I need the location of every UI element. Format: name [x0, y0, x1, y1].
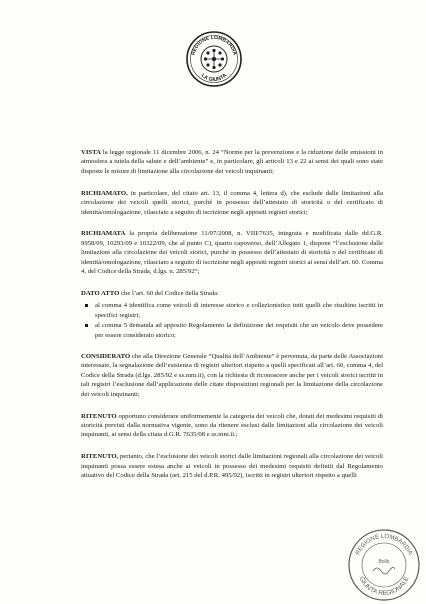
paragraph-dato-atto: DATO ATTO che l’art. 60 del Codice della Strada: [81, 289, 219, 297]
dato-atto-list [81, 301, 383, 340]
paragraph-ritenuto-opportuno: RITENUTO opportuno considerare uniformemente la categoria dei veicoli che, dotati dei medesimi requisiti di storicità previsti dalla normativa vigente, sono da ritenere esclusi dalle limitazioni alla circolazione dei veicoli inquinanti, ai sensi della citata d.G.R. 7635/08 e ss.mm.ii.; [81, 412, 383, 439]
svg-text:GIUNTA REGIONALE [358, 575, 411, 597]
rosa-camuna-icon [204, 49, 224, 69]
stamp-bottom-text: GIUNTA REGIONALE [357, 575, 411, 598]
paragraph-ritenuto-pertanto: RITENUTO, pertanto, che l’esclusione dei veicoli storici dalle limitazioni regionali alla circolazione dei veicoli inquinanti possa essere estesa anche ai veicoli in possesso dei medesimi requisiti definiti dal Regolamento attuativo del Codice della Strada (art. 215 del d.P.R. 495/92), iscritti in registri ulteriori rispetto a quelli [81, 453, 383, 480]
svg-text:LA GIUNTA [200, 73, 228, 84]
list-item: al comma 4 identifica come veicoli di interesse storico e collezionistico tutti quelli che risultino iscritti in specifici registri; [95, 302, 383, 319]
giunta-regionale-stamp [345, 525, 423, 603]
svg-text:REGIONE LOMBARDIA [355, 534, 413, 556]
paragraph-richiamata: RICHIAMATA la propria deliberazione 11/07/2008, n. VIII/7635, integrata e modificata dalle dd.G.R. 9958/09, 10293/09 e 10322/09, che al punto C), quarto capoverso, dell’Allegato 1, dispone “l’esclusione dalle limitazioni alla circolazione dei veicoli storici, purché in possesso dell’attestato di storicità o del certificato di identità/omologazione, rilasciato a seguito di iscrizione negli appositi registri storici ai sensi dell’art. 60. Comma 4, del Codice della Strada, d.lgs. n. 285/92”; [81, 230, 383, 276]
paragraph-considerato: CONSIDERATO che alla Direzione Generale “Qualità dell’Ambiente” è pervenuta, da parte delle Associazioni interessate, la segnalazione dell’esistenza di registri ulteriori rispetto a quelli specificati all’art. 60, comma 4, del Codice della Strada (d.lgs. 285/92 e ss.mm.ii), con la richiesta di riconoscere anche per i veicoli storici iscritti in tali registri l’esclusione dall’applicazione delle citate disposizioni regionali per la limitazione della circolazione dei veicoli inquinanti; [81, 353, 383, 398]
paragraph-richiamato: RICHIAMATO, in particolare, del citato art. 13, il comma 4, lettera d), che esclude dalle limitazioni alla circolazione dei veicoli quelli storici, purché in possesso dell’attestato di storicità o del certificato di identità/omologazione, rilasciato a seguito di iscrizione negli appositi registri storici; [81, 189, 383, 216]
signature-scribble [373, 567, 395, 574]
seal-bottom-text: LA GIUNTA [199, 72, 229, 84]
stamp-center-text: Bollo [378, 559, 390, 565]
regione-lombardia-seal [185, 30, 243, 88]
stamp-top-text: REGIONE LOMBARDIA [355, 533, 413, 557]
seal-top-text: REGIONE LOMBARDIA [190, 34, 238, 56]
paragraph-vista: VISTA la legge regionale 11 dicembre 2006, n. 24 “Norme per la prevenzione e la riduzione delle emissioni in atmosfera a tutela della salute e dell’ambiente” e, in particolare, gli articoli 13 e 22 ai sensi dei quali sono state disposte le misure di limitazione alla circolazione dei veicoli inquinanti; [81, 149, 383, 175]
list-item: al comma 5 demanda ad apposito Regolamento la definizione dei requisiti che un veicolo deve possedere per essere considerato storico; [95, 322, 383, 339]
document-body [81, 148, 383, 493]
